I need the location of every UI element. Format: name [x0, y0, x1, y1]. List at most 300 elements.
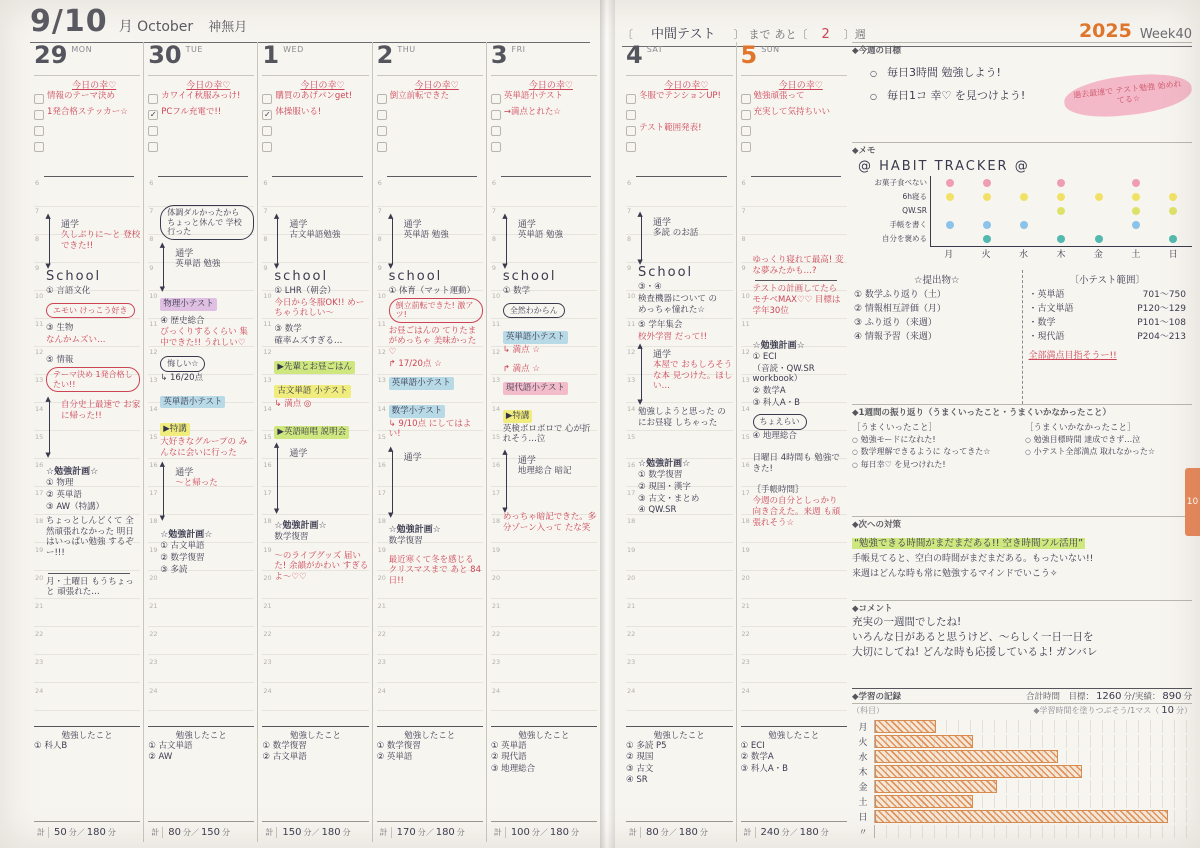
study-time-bar: [875, 780, 997, 793]
updown-arrow-icon: [49, 218, 56, 264]
bar-day-label: 木: [858, 768, 868, 778]
daily-total-row: 計 170 分／ 180 分: [377, 821, 483, 842]
went-well-item: ○ 勉強モードになれた!: [852, 435, 1019, 445]
day-of-week: FRI: [511, 45, 526, 54]
habit-cell: [1155, 176, 1192, 190]
schedule-entry: [160, 351, 254, 372]
studied-item: ① 数学復習: [262, 741, 307, 751]
schedule-entry: School: [46, 269, 102, 284]
test-range-subject: ・現代語: [1028, 331, 1065, 342]
studied-area: [262, 726, 368, 821]
studied-item: ② 現代語: [490, 752, 527, 763]
arrow-note: 多読 のお話: [653, 228, 699, 238]
week-number: Week40: [1139, 27, 1192, 42]
habit-cell: [968, 176, 1005, 190]
studied-item: ① 英単語: [490, 741, 527, 751]
studied-item: ① 古文単語: [148, 741, 193, 751]
commute-arrow: [389, 448, 483, 516]
good-of-the-day-label: 今日の幸♡: [72, 81, 117, 91]
habit-row-label: 自分を褒める: [882, 234, 927, 243]
day-header: [377, 42, 483, 76]
bar-row: [852, 809, 1192, 824]
habit-cell: [931, 176, 968, 190]
schedule-entry: [503, 298, 597, 319]
studied-item: ① ECⅠ: [740, 741, 765, 751]
good-of-the-day-label: 今日の幸♡: [414, 81, 459, 91]
highlighted-note: ▶特講: [503, 410, 533, 423]
habit-cell: [968, 204, 1005, 218]
studied-item: ① 数学復習: [376, 741, 421, 751]
day-header: [626, 42, 733, 76]
arrow-label: 通学: [289, 220, 308, 230]
comment-line: 大切にしてね! どんな時も応援しているよ! ガンバレ: [852, 646, 1098, 659]
schedule-entry: ③ AW（特講）: [46, 501, 105, 512]
schedule-entry: ② 数学A: [752, 386, 786, 396]
daily-total-row: 計 240 分／ 180 分: [741, 821, 848, 842]
schedule-entry: ゆっくり寝れて最高! 変な夢みたかも…?: [752, 255, 844, 276]
habit-cell: [1117, 204, 1154, 218]
day-column-sat: [622, 42, 736, 842]
total-label: 計: [741, 827, 756, 838]
updown-arrow-icon: [641, 216, 648, 260]
todo-text: 倒立前転できた: [389, 91, 450, 101]
commute-arrow: [160, 463, 254, 519]
bar-track: [874, 720, 1192, 733]
habit-cell: [1080, 204, 1117, 218]
total-actual-minutes: 170: [396, 826, 416, 838]
habit-dot: [946, 193, 954, 201]
schedule-entry: ① 言語文化: [46, 286, 91, 296]
commute-arrow: [503, 451, 597, 511]
todo-checkbox: [262, 126, 272, 136]
test-range-goal: 全部満点目指そうー!!: [1028, 350, 1117, 361]
daily-total-row: 計 80 分／ 150 分: [148, 821, 254, 842]
commute-arrow: [638, 213, 733, 263]
updown-arrow-icon: [392, 218, 399, 264]
schedule-entry: ちょっとしんどくて 全然頑張れなかった 明日はいっぱい勉強 するぞー!!!: [46, 516, 134, 559]
todo-text: テスト範囲発表!: [639, 123, 702, 133]
arrow-note: 本屋で おもしろそうな本 見つけた。ほしい…: [653, 360, 733, 392]
studied-area: [34, 726, 140, 821]
habit-dot: [1132, 221, 1140, 229]
test-range-subject: ・数学: [1028, 317, 1056, 328]
schedule-entry: 月・土曜日 もうちょっと 頑張れた…: [46, 576, 134, 598]
bar-row: [852, 719, 1192, 734]
habit-dot: [946, 179, 954, 187]
updown-arrow-icon: [163, 247, 170, 287]
day-of-week: TUE: [185, 45, 203, 54]
handdrawn-divider: [387, 176, 477, 177]
total-target-minutes: 180: [549, 826, 569, 838]
submission-item: ③ ふり返り（来週）: [854, 317, 937, 328]
habit-cell: [931, 218, 968, 232]
updown-arrow-icon: [49, 401, 56, 453]
studied-label: 勉強したこと: [175, 731, 227, 741]
month-number: 9/10: [30, 4, 108, 39]
todo-area: [741, 76, 848, 172]
commute-arrow: [274, 215, 368, 267]
minutes-per-cell: 10: [1161, 705, 1174, 716]
habit-dot: [983, 193, 991, 201]
bar-track: [874, 750, 1192, 763]
schedule-entry: 確率ムズすぎる…: [274, 335, 343, 346]
schedule-entry: ② 現国・漢字: [638, 482, 691, 492]
highlighted-note: 英単語小テスト: [503, 331, 568, 344]
todo-row: [262, 124, 368, 140]
hour-ruler: 6 7 8 9 10 11 12 13 14 15 16 17 18 19 20 21 22 23 24: [263, 179, 272, 695]
habit-day-label: 金: [1093, 250, 1103, 260]
studied-area: [148, 726, 254, 821]
submission-item: ④ 情報予習（来週）: [854, 331, 937, 342]
commute-arrow: [46, 215, 140, 267]
todo-checkbox: [34, 126, 44, 136]
day-number: 3: [490, 41, 508, 69]
updown-arrow-icon: [641, 348, 648, 400]
day-of-week: WED: [283, 45, 304, 54]
schedule-entry: ⑤ 学年集会: [638, 319, 683, 330]
todo-row: [741, 140, 848, 156]
todo-checkbox: [491, 142, 501, 152]
highlighted-note: 英単語小テスト: [160, 396, 225, 409]
todo-row: [626, 124, 733, 140]
study-time-bar: [875, 735, 973, 748]
todo-checkbox: [262, 94, 272, 104]
todo-checkbox: [34, 142, 44, 152]
todo-text: 購買のあげパンget!: [275, 91, 353, 101]
studied-area: [741, 726, 848, 821]
bar-row: [852, 764, 1192, 779]
went-well-item: ○ 数学理解できるように なってきた☆: [852, 447, 1019, 457]
ato-label: あと〔: [774, 28, 808, 41]
todo-checkbox: [148, 142, 158, 152]
fill-instruction: ◆学習時間を塗りつぶそう/1マス（ 10 分）: [1033, 705, 1192, 716]
month-tab-10: 10: [1185, 468, 1200, 536]
arrow-label: 通学: [175, 468, 194, 479]
test-range-title: 〔小テスト範囲〕: [1069, 275, 1146, 286]
todo-area: [148, 76, 254, 172]
habit-cell: [1043, 176, 1080, 190]
daily-total-row: 計 100 分／ 180 分: [491, 821, 597, 842]
goal-note-bubble: 過去最速で テスト勉強 始めれてる☆: [1062, 69, 1193, 121]
schedule-entry: ① 体育（マット運動）: [388, 286, 476, 296]
todo-text: 1発合格ステッカー☆: [47, 107, 128, 117]
bracket: 〔: [622, 28, 633, 41]
bar-row: [852, 794, 1192, 809]
schedule-entry: ② 数学復習: [160, 553, 205, 563]
day-column-sun: [736, 42, 851, 842]
bullet-icon: ○: [870, 69, 877, 78]
todo-checkbox: [626, 126, 636, 136]
habit-tracker-grid: [856, 176, 1192, 247]
schedule-entry: [46, 298, 140, 319]
schedule-entry: お昼ごはんの てりたまがめっちゃ 美味かった♡: [388, 325, 477, 358]
bar-day-label: 火: [858, 738, 868, 748]
updown-arrow-icon: [392, 451, 399, 513]
bullet-icon: ○: [870, 92, 877, 101]
habit-dot: [1095, 193, 1103, 201]
studied-label: 勉強したこと: [653, 731, 705, 741]
todo-area: [34, 76, 140, 172]
schedule-entry: ④ 地理総合: [752, 430, 797, 441]
todo-row: [34, 108, 140, 124]
todo-checkbox: [377, 94, 387, 104]
day-number: 4: [626, 41, 643, 69]
habit-dot: [1169, 193, 1177, 201]
speech-bubble: 倒立前転できた! 激アツ!: [389, 298, 483, 323]
todo-row: [34, 124, 140, 140]
todo-row: [377, 108, 483, 124]
week-unit: 〕週: [843, 28, 866, 41]
updown-arrow-icon: [163, 466, 170, 516]
schedule-rule: [755, 280, 838, 281]
todo-checkbox: [626, 110, 636, 120]
total-label: 計: [34, 827, 49, 838]
todo-text: 充実して気持ちいい: [753, 107, 831, 117]
habit-dot: [1057, 207, 1065, 215]
total-label: 計: [377, 827, 392, 838]
schedule-area: [262, 179, 368, 726]
good-of-the-day-label: 今日の幸♡: [528, 81, 573, 91]
study-time-bar: [875, 750, 1058, 763]
schedule-entry: ↳ 16/20点: [160, 373, 204, 383]
todo-row: [626, 92, 733, 108]
highlighted-note: ▶特講: [160, 423, 190, 436]
weekly-review-panel: [852, 42, 1192, 842]
todo-text: PCフル充電で!!: [161, 107, 222, 117]
schedule-entry: 大好きなグループの みんなに会いに行った: [160, 437, 248, 458]
habit-row-label: 6h寝る: [902, 192, 927, 201]
next-actions-quote: “勉強できる時間がまだまだある!! 空き時間フル活用”: [854, 538, 1084, 549]
arrow-label: 通学: [403, 453, 422, 464]
schedule-entry: ↱ 17/20点 ☆: [388, 358, 442, 369]
good-of-the-day-label: 今日の幸♡: [664, 81, 709, 91]
schedule-entry: [503, 324, 597, 344]
bar-track: [874, 825, 1192, 838]
highlighted-note: 数学小テスト: [389, 405, 446, 418]
schedule-entry: [274, 419, 368, 439]
test-range-item: [1025, 331, 1191, 345]
speech-bubble: エモい けっこう好き: [46, 303, 135, 319]
total-target-minutes: 180: [321, 826, 341, 838]
habit-dot: [1057, 179, 1065, 187]
schedule-entry: [160, 291, 254, 311]
habit-row: [931, 176, 1192, 190]
month-kanji: 神無月: [208, 20, 248, 35]
not-well-item: ○ 勉強目標時間 達成できず…泣: [1025, 435, 1192, 445]
hour-ruler: 6 7 8 9 10 11 12 13 14 15 16 17 18 19 20 21 22 23 24: [741, 179, 750, 695]
habit-row: [931, 218, 1192, 232]
todo-checkbox: ✓: [264, 110, 271, 119]
not-well-title: ［うまくいかなかったこと］: [1025, 423, 1136, 433]
studied-item: ③ 科人A・B: [740, 763, 788, 774]
speech-bubble: ちょえらい: [753, 414, 807, 430]
habit-dot: [1020, 193, 1028, 201]
handdrawn-divider: [158, 176, 248, 177]
speech-bubble: 悔しい☆: [160, 356, 205, 372]
schedule-entry: ☆勉強計画☆: [388, 525, 441, 536]
habit-row: [931, 190, 1192, 204]
todo-checkbox: [626, 94, 636, 104]
next-actions-header: ◆次への対策: [852, 516, 1192, 531]
habit-row: [931, 204, 1192, 218]
habit-dot: [1132, 193, 1140, 201]
habit-day-label: 木: [1056, 250, 1066, 260]
schedule-entry: [160, 205, 254, 240]
bar-day-label: 月: [858, 723, 868, 733]
bar-track: [874, 735, 1192, 748]
habit-day-label: 月: [944, 250, 954, 260]
schedule-entry: ↱ 満点 ☆: [502, 363, 540, 374]
day-number: 1: [262, 41, 280, 69]
weekly-goals-header: ◆今週の目標: [852, 42, 1192, 57]
habit-cell: [1043, 190, 1080, 204]
habit-cell: [1006, 232, 1043, 246]
bar-track: [874, 780, 1192, 793]
submissions-title: ☆提出物☆: [913, 275, 960, 286]
habit-dot: [1057, 193, 1065, 201]
schedule-entry: ① 数学: [502, 286, 531, 296]
commute-arrow: [503, 215, 597, 267]
next-actions-line: 来週はどんな時も常に勉強するマインドでいこう✧: [852, 568, 1058, 579]
todo-row: [626, 140, 733, 156]
schedule-entry: [274, 378, 368, 398]
studied-label: 勉強したこと: [61, 731, 113, 741]
hour-ruler: 6 7 8 9 10 11 12 13 14 15 16 17 18 19 20 21 22 23 24: [149, 179, 158, 695]
total-actual-minutes: 50: [54, 826, 67, 838]
todo-checkbox: [377, 110, 387, 120]
bar-track: [874, 795, 1192, 808]
highlighted-note: 英単語小テスト: [389, 377, 454, 390]
todo-row: [491, 140, 597, 156]
day-number: 29: [34, 41, 68, 69]
todo-row: [34, 140, 140, 156]
todo-text: →満点とれた☆: [503, 107, 562, 117]
weekend-columns: [622, 42, 850, 842]
todo-checkbox: [741, 142, 751, 152]
weekly-goals-section: [852, 42, 1192, 142]
test-range-pages: P204〜213: [1137, 331, 1186, 342]
schedule-entry: 数学復習: [388, 536, 423, 547]
schedule-entry: ～のライブグッズ 届いた! 余韻がかわい すぎるよ〜♡♡: [274, 550, 369, 582]
habit-dot: [1057, 235, 1065, 243]
total-label: 計: [491, 827, 506, 838]
arrow-note: 英単語 勉強: [175, 258, 221, 269]
studied-area: [377, 726, 483, 821]
not-well-column: [1025, 419, 1192, 472]
todo-row: [377, 92, 483, 108]
todo-row: [377, 124, 483, 140]
test-range-pages: 701〜750: [1142, 290, 1186, 300]
schedule-entry: ① 数学復習: [638, 470, 683, 481]
total-target-minutes: 150: [200, 826, 221, 838]
schedule-entry: 数学復習: [274, 532, 309, 542]
schedule-entry: ↳ 9/10点 にしてはよい!: [388, 418, 472, 440]
hour-ruler: 6 7 8 9 10 11 12 13 14 15 16 17 18 19 20 21 22 23 24: [491, 179, 501, 695]
schedule-entry: [753, 409, 848, 430]
todo-area: [491, 76, 597, 172]
submissions-list: [852, 270, 1022, 404]
day-number: 30: [148, 41, 182, 69]
schedule-entry: ① 物理: [46, 478, 74, 489]
habit-dot: [983, 221, 991, 229]
habit-cell: [1006, 218, 1043, 232]
subject-label: （科目）: [852, 706, 884, 715]
memo-section: [852, 142, 1192, 270]
schedule-entry: ☆勉強計画☆: [160, 530, 213, 541]
day-number: 2: [376, 41, 394, 69]
binding-gutter: [600, 0, 615, 848]
todo-checkbox: [34, 110, 44, 120]
exam-name: 中間テスト: [651, 27, 716, 42]
habit-cell: [1006, 204, 1043, 218]
studied-area: [491, 726, 597, 821]
study-time-bar: [875, 720, 936, 733]
right-page-header: [622, 4, 1192, 47]
bar-day-label: 土: [858, 798, 868, 808]
daily-total-row: 計 50 分／ 180 分: [34, 821, 140, 842]
good-of-the-day-label: 今日の幸♡: [186, 81, 231, 91]
todo-checkbox: [491, 94, 501, 104]
comment-line: 充実の一週間でしたね!: [852, 616, 962, 628]
comment-header: ◆コメント: [852, 600, 1192, 615]
went-well-title: ［うまくいったこと］: [852, 423, 938, 433]
study-time-bar: [875, 810, 1168, 823]
studied-label: 勉強したこと: [768, 731, 820, 741]
commute-arrow: [46, 398, 140, 456]
schedule-entry: びっくりするくらい 集中できた!! うれしい♡: [160, 327, 248, 348]
schedule-entry: テストの計画してたら モチベMAX♡♡ 目標は学年30位: [752, 284, 841, 316]
studied-item: ② AW: [148, 752, 173, 763]
weekly-reflection-section: [852, 404, 1192, 516]
handdrawn-divider: [272, 176, 362, 177]
total-actual-minutes: 240: [760, 826, 780, 838]
todo-row: [148, 124, 254, 140]
todo-text: 冬服でテンションUP!: [639, 91, 721, 101]
highlighted-note: 古文単語 小テスト: [274, 385, 350, 398]
habit-dot: [983, 179, 991, 187]
habit-row: [931, 232, 1192, 246]
todo-text: 勉強頑張って: [753, 91, 805, 101]
weeks-left-count: 2: [821, 27, 830, 42]
todo-row: [626, 108, 733, 124]
habit-cell: [1080, 190, 1117, 204]
actual-minutes: 890: [1162, 691, 1182, 702]
test-range-item: [1025, 303, 1191, 317]
habit-cell: [1006, 176, 1043, 190]
day-column-fri: [486, 42, 600, 842]
schedule-entry: ③ 数学: [274, 323, 302, 334]
study-time-bar: [875, 795, 973, 808]
daily-total-row: 計 150 分／ 180 分: [262, 821, 368, 842]
studied-item: ④ SR: [626, 775, 648, 786]
day-header: [262, 42, 368, 76]
schedule-entry: School: [638, 265, 694, 280]
schedule-rule: [48, 573, 130, 574]
bar-track: [874, 810, 1192, 823]
highlighted-note: 現代語小テスト: [503, 382, 568, 395]
test-range-list: [1022, 270, 1193, 404]
todo-checkbox: [741, 110, 751, 120]
handdrawn-divider: [751, 176, 842, 177]
todo-checkbox: [148, 126, 158, 136]
schedule-entry: ☆勉強計画☆: [752, 341, 805, 352]
reflection-header: ◆1週間の振り返り（うまくいったこと・うまくいかなかったこと）: [852, 404, 1192, 419]
speech-bubble: 全然わからん: [503, 303, 565, 319]
habit-cell: [1117, 190, 1154, 204]
went-well-item: ○ 毎日幸♡ を見つけれた!: [852, 460, 1019, 470]
habit-dot: [1020, 221, 1028, 229]
not-well-item: ○ 小テスト全部満点 取れなかった☆: [1025, 447, 1192, 457]
